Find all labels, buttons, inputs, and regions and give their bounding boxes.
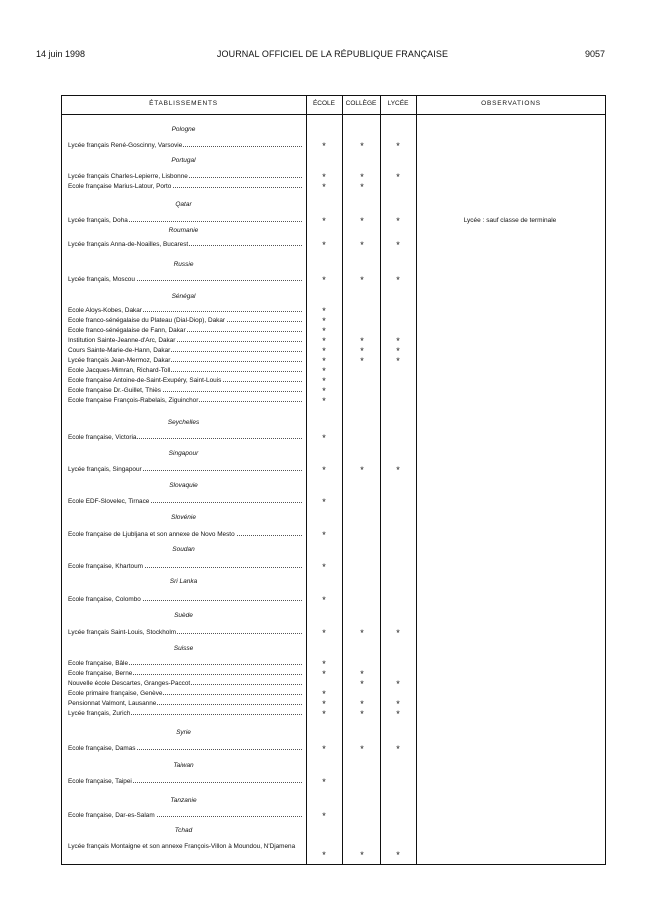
asterisk-mark-ecole: * <box>322 182 326 192</box>
column-header-observations: OBSERVATIONS <box>481 100 541 107</box>
asterisk-mark-ecole: * <box>322 366 326 376</box>
asterisk-mark-lycee: * <box>396 216 400 226</box>
table-row <box>68 317 302 324</box>
asterisk-mark-college: * <box>360 850 364 860</box>
asterisk-mark-lycee: * <box>396 141 400 151</box>
asterisk-mark-ecole: * <box>322 777 326 787</box>
asterisk-mark-ecole: * <box>322 709 326 719</box>
asterisk-mark-ecole: * <box>322 306 326 316</box>
asterisk-mark-ecole: * <box>322 497 326 507</box>
table-row <box>68 710 302 717</box>
asterisk-mark-ecole: * <box>322 811 326 821</box>
establishment-name: Ecole franco-sénégalaise du Plateau (Dial-Diop), Dakar <box>68 317 226 324</box>
asterisk-mark-college: * <box>360 628 364 638</box>
table-row <box>68 531 302 538</box>
establishment-name: Ecole franco-sénégalaise de Fann, Dakar <box>68 327 186 334</box>
asterisk-mark-ecole: * <box>322 172 326 182</box>
establishment-name: Ecole française de Ljubljana et son annexe de Novo Mesto <box>68 531 235 538</box>
country-heading: Suisse <box>173 645 194 652</box>
column-header-college: COLLÈGE <box>345 100 377 107</box>
asterisk-mark-college: * <box>360 216 364 226</box>
column-header-etablissements: ÉTABLISSEMENTS <box>149 100 218 107</box>
column-header-ecole: ÉCOLE <box>312 100 336 107</box>
establishment-name: Ecole Aloys-Kobes, Dakar <box>68 307 142 314</box>
table-row <box>68 387 302 394</box>
asterisk-mark-college: * <box>360 275 364 285</box>
asterisk-mark-ecole: * <box>322 595 326 605</box>
country-heading: Soudan <box>172 546 195 553</box>
asterisk-mark-ecole: * <box>322 216 326 226</box>
table-row <box>68 217 302 224</box>
asterisk-mark-lycee: * <box>396 356 400 366</box>
country-heading: Russie <box>173 261 194 268</box>
country-heading: Sri Lanka <box>169 578 198 585</box>
asterisk-mark-ecole: * <box>322 562 326 572</box>
asterisk-mark-ecole: * <box>322 275 326 285</box>
establishment-name: Ecole française, Bâle <box>68 660 129 667</box>
asterisk-mark-college: * <box>360 346 364 356</box>
asterisk-mark-college: * <box>360 141 364 151</box>
establishment-name: Ecole française, Taipei <box>68 778 132 785</box>
establishment-name: Nouvelle école Descartes, Granges-Paccot <box>68 680 191 687</box>
country-heading: Suède <box>174 612 193 619</box>
establishment-name: Lycée français Anna-de-Noailles, Bucarest <box>68 241 189 248</box>
table-row <box>68 680 302 687</box>
establishment-name: Lycée français, Moscou <box>68 276 135 283</box>
establishment-name: Ecole française Antoine-de-Saint-Exupéry, Saint-Louis <box>68 377 222 384</box>
establishment-name: Ecole française, Damas <box>68 745 136 752</box>
header-journal-title: JOURNAL OFFICIEL DE LA RÉPUBLIQUE FRANÇAISE <box>216 49 449 59</box>
country-heading: Pologne <box>171 126 196 133</box>
country-heading: Seychelles <box>167 419 200 426</box>
table-row <box>68 690 302 697</box>
asterisk-mark-ecole: * <box>322 316 326 326</box>
asterisk-mark-lycee: * <box>396 628 400 638</box>
asterisk-mark-lycee: * <box>396 699 400 709</box>
header-date: 14 juin 1998 <box>36 49 86 59</box>
establishment-name: Ecole française, Colombo <box>68 596 141 603</box>
asterisk-mark-college: * <box>360 172 364 182</box>
country-heading: Singapour <box>168 450 199 457</box>
asterisk-mark-lycee: * <box>396 465 400 475</box>
asterisk-mark-lycee: * <box>396 744 400 754</box>
asterisk-mark-college: * <box>360 744 364 754</box>
asterisk-mark-ecole: * <box>322 669 326 679</box>
asterisk-mark-ecole: * <box>322 689 326 699</box>
table-row <box>68 660 302 667</box>
establishment-name: Lycée français, Zurich <box>68 710 131 717</box>
establishment-name: Ecole française François-Rabelais, Ziguinchor <box>68 397 199 404</box>
asterisk-mark-college: * <box>360 699 364 709</box>
asterisk-mark-ecole: * <box>322 336 326 346</box>
asterisk-mark-college: * <box>360 679 364 689</box>
asterisk-mark-ecole: * <box>322 141 326 151</box>
establishment-name: Ecole française, Victoria <box>68 434 137 441</box>
country-heading: Taiwan <box>173 762 194 769</box>
country-heading: Sénégal <box>171 293 196 300</box>
asterisk-mark-ecole: * <box>322 376 326 386</box>
asterisk-mark-college: * <box>360 709 364 719</box>
asterisk-mark-ecole: * <box>322 850 326 860</box>
table-row <box>68 498 302 505</box>
table-row <box>68 377 302 384</box>
asterisk-mark-college: * <box>360 356 364 366</box>
table-row <box>68 700 302 707</box>
country-heading: Slovénie <box>171 514 196 521</box>
header-page-number: 9057 <box>584 49 605 59</box>
asterisk-mark-lycee: * <box>396 346 400 356</box>
establishment-name: Ecole primaire française, Genève <box>68 690 163 697</box>
table-row <box>68 670 302 677</box>
column-header-lycee: LYCÉE <box>387 100 409 107</box>
asterisk-mark-lycee: * <box>396 850 400 860</box>
establishment-name: Lycée français Charles-Lepierre, Lisbonne <box>68 173 188 180</box>
asterisk-mark-lycee: * <box>396 679 400 689</box>
table-row <box>68 466 302 473</box>
table-row <box>68 434 302 441</box>
asterisk-mark-ecole: * <box>322 326 326 336</box>
table-row <box>68 357 302 364</box>
country-heading: Qatar <box>175 201 192 208</box>
table-row <box>68 745 302 752</box>
table-row <box>68 241 302 248</box>
asterisk-mark-ecole: * <box>322 530 326 540</box>
asterisk-mark-ecole: * <box>322 356 326 366</box>
table-row <box>68 347 302 354</box>
table-row <box>68 183 302 190</box>
table-row <box>68 629 302 636</box>
establishment-name: Lycée français Montaigne et son annexe François-Villon à Moundou, N'Djamena <box>68 843 296 850</box>
asterisk-mark-ecole: * <box>322 240 326 250</box>
table-row <box>68 276 302 283</box>
table-row <box>68 596 302 603</box>
country-heading: Syrie <box>176 729 191 736</box>
asterisk-mark-lycee: * <box>396 240 400 250</box>
table-row <box>68 812 302 819</box>
asterisk-mark-ecole: * <box>322 744 326 754</box>
table-row <box>68 173 302 180</box>
asterisk-mark-college: * <box>360 240 364 250</box>
establishment-name: Ecole française Marius-Latour, Porto <box>68 183 172 190</box>
establishment-name: Ecole française, Khartoum <box>68 563 143 570</box>
country-heading: Portugal <box>171 157 196 164</box>
asterisk-mark-lycee: * <box>396 172 400 182</box>
establishment-name: Lycée français, Doha <box>68 217 128 224</box>
asterisk-mark-college: * <box>360 182 364 192</box>
table-row <box>68 563 302 570</box>
establishment-name: Lycée français Saint-Louis, Stockholm <box>68 629 177 636</box>
table-row <box>68 367 302 374</box>
asterisk-mark-ecole: * <box>322 386 326 396</box>
asterisk-mark-college: * <box>360 336 364 346</box>
asterisk-mark-ecole: * <box>322 628 326 638</box>
table-row <box>68 327 302 334</box>
establishment-name: Lycée français René-Goscinny, Varsovie <box>68 142 183 149</box>
table-row <box>68 337 302 344</box>
table-row <box>68 307 302 314</box>
establishment-name: Ecole française Dr.-Guillet, Thiès <box>68 387 161 394</box>
asterisk-mark-college: * <box>360 669 364 679</box>
country-heading: Roumanie <box>168 227 199 234</box>
table-row <box>68 397 302 404</box>
establishment-name: Cours Sainte-Marie-de-Hann, Dakar <box>68 347 171 354</box>
country-heading: Tchad <box>174 827 193 834</box>
asterisk-mark-ecole: * <box>322 396 326 406</box>
asterisk-mark-college: * <box>360 465 364 475</box>
establishment-name: Lycée français Jean-Mermoz, Dakar <box>68 357 171 364</box>
establishment-name: Institution Sainte-Jeanne-d'Arc, Dakar <box>68 337 176 344</box>
country-heading: Tanzanie <box>170 797 197 804</box>
asterisk-mark-ecole: * <box>322 465 326 475</box>
observation-text: Lycée : sauf classe de terminale <box>463 217 557 224</box>
asterisk-mark-lycee: * <box>396 709 400 719</box>
asterisk-mark-ecole: * <box>322 659 326 669</box>
country-heading: Slovaquie <box>169 482 198 489</box>
asterisk-mark-ecole: * <box>322 346 326 356</box>
establishment-name: Ecole Jacques-Mimran, Richard-Toll <box>68 367 171 374</box>
table-row <box>68 778 302 785</box>
asterisk-mark-lycee: * <box>396 275 400 285</box>
establishment-name: Lycée français, Singapour <box>68 466 142 473</box>
establishment-name: Ecole EDF-Slovelec, Tirnace <box>68 498 150 505</box>
table-row <box>68 142 302 149</box>
asterisk-mark-ecole: * <box>322 433 326 443</box>
establishment-name: Pensionnat Valmont, Lausanne <box>68 700 157 707</box>
asterisk-mark-lycee: * <box>396 336 400 346</box>
establishment-name: Ecole française, Berne <box>68 670 133 677</box>
establishment-name: Ecole française, Dar-es-Salam <box>68 812 155 819</box>
asterisk-mark-ecole: * <box>322 699 326 709</box>
